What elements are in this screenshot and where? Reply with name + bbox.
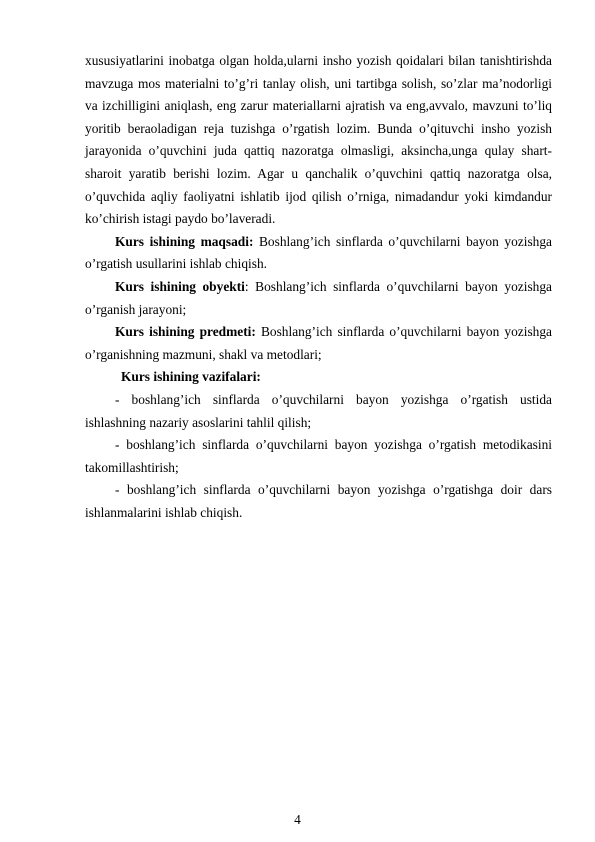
course-aim-paragraph (85, 231, 552, 276)
course-object-paragraph (85, 276, 552, 321)
tasks-heading: Kurs ishining vazifalari: (121, 369, 261, 385)
course-subject-paragraph (85, 321, 552, 366)
task-item: - boshlang’ich sinflarda o’quvchilarni bayon yozishga o’rgatish metodikasini takomillashtirish; (85, 437, 552, 475)
course-aim-text: Boshlang’ich sinflarda o’quvchilarni bayon yozishga o’rgatish usullarini ishlab chiqish. (85, 233, 552, 272)
intro-paragraph: xususiyatlarini inobatga olgan holda,ularni insho yozish qoidalari bilan tanishtirishda mavzuga mos materialni to’g’ri tanlay olish, uni tartibga solish, so’zlar ma’nodorligi va izchilligini aniqlash, eng zarur materiallarni ajratish va eng,avvalo, mavzuni to’liq yoritib beraoladigan reja tuzishga o’rgatish lozim. Bunda o’qituvchi insho yozish jarayonida o’quvchini juda qattiq nazoratga olmasligi, aksincha,unga qulay shart-sharoit yaratib berishi lozim. Agar u qanchalik o’quvchini qattiq nazoratga olsa, o’quvchida aqliy faoliyatni ishlatib ijod qilish o’rniga, nimadandur yoki kimdandur ko’chirish istagi paydo bo’laveradi. (85, 53, 552, 227)
task-item: - boshlang’ich sinflarda o’quvchilarni bayon yozishga o’rgatishga doir dars ishlanmalarini ishlab chiqish. (85, 482, 552, 520)
body-text (85, 50, 552, 524)
course-subject-text: Boshlang’ich sinflarda o’quvchilarni bayon yozishga o’rganishning mazmuni, shakl va metodlari; (85, 324, 552, 362)
course-object-label: Kurs ishining obyekti (115, 278, 245, 294)
course-aim-label: Kurs ishining maqsadi: (115, 233, 254, 249)
page-number: 4 (294, 812, 301, 827)
course-subject-label: Kurs ishining predmeti: (115, 324, 256, 340)
task-item: - boshlang’ich sinflarda o’quvchilarni bayon yozishga o’rgatish ustida ishlashning nazariy asoslarini tahlil qilish; (85, 391, 552, 430)
course-object-text: : Boshlang’ich sinflarda o’quvchilarni bayon yozishga o’rganish jarayoni; (85, 278, 552, 317)
